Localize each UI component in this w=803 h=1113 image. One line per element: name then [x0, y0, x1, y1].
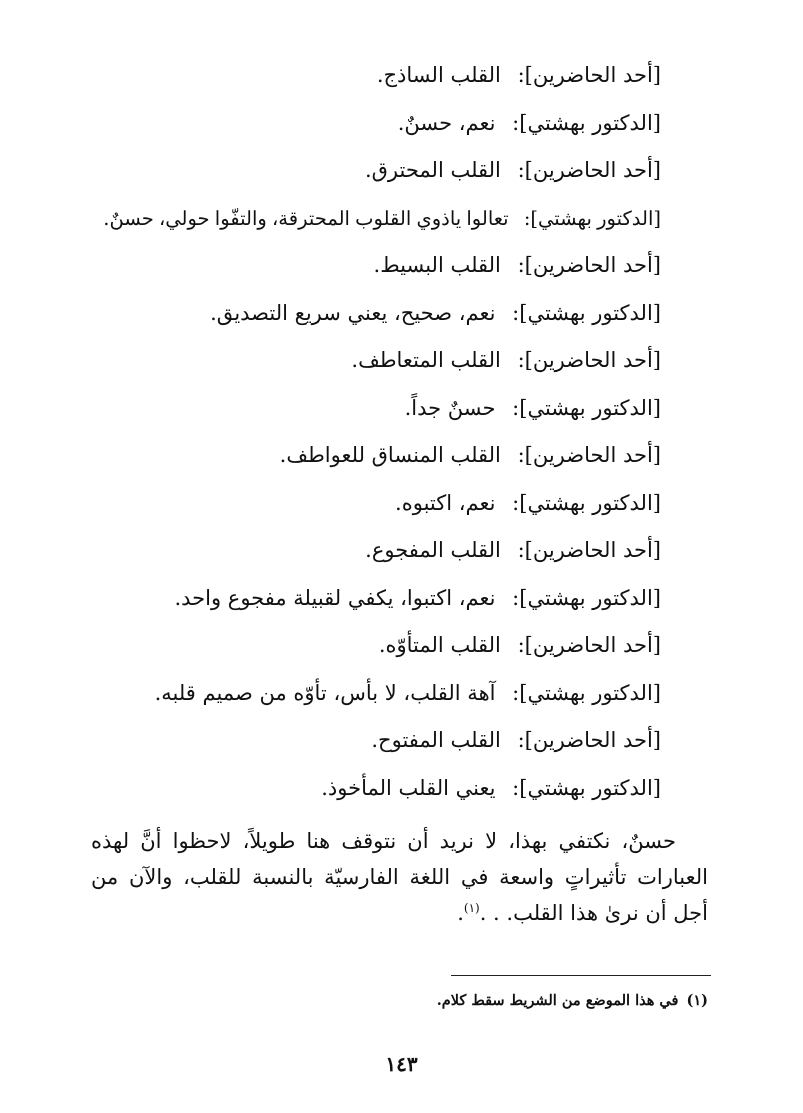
dialogue-line: [101, 385, 661, 433]
dialogue-line: [101, 432, 661, 480]
dialogue-line: [101, 195, 661, 243]
speaker-label: [الدكتور بهشتي]:: [523, 206, 661, 230]
utterance-text: القلب الساذج.: [376, 63, 501, 87]
utterance-text: نعم، اكتبوه.: [395, 490, 496, 515]
dialogue-line: [101, 717, 661, 765]
footnote-text: في هذا الموضع من الشريط سقط كلام.: [436, 992, 679, 1009]
utterance-text: القلب المتأوّه.: [378, 633, 501, 657]
utterance-text: القلب المنساق للعواطف.: [279, 443, 501, 467]
speaker-label: [أحد الحاضرين]:: [517, 443, 661, 467]
dialogue-line: [101, 337, 661, 385]
dialogue-line: [101, 147, 661, 195]
footnote-reference[interactable]: (١): [463, 901, 480, 915]
utterance-text: نعم، اكتبوا، يكفي لقبيلة مفجوع واحد.: [174, 585, 496, 610]
speaker-label: [أحد الحاضرين]:: [517, 348, 661, 372]
utterance-text: تعالوا ياذوي القلوب المحترقة، والتفّوا حولي، حسنٌ.: [103, 206, 509, 230]
utterance-text: نعم، صحيح، يعني سريع التصديق.: [210, 300, 496, 325]
footnote-divider: [451, 975, 711, 976]
paragraph-text: حسنٌ، نكتفي بهذا، لا نريد أن نتوقف هنا طويلاً، لاحظوا أنَّ لهذه العبارات تأثيراتٍ واسعة في اللغة الفارسيّة بالنسبة للقلب، والآن من أجل أن نرىٰ هذا القلب. . .: [91, 829, 708, 925]
speaker-label: [أحد الحاضرين]:: [517, 538, 661, 562]
dialogue-line: [101, 670, 661, 718]
speaker-label: [الدكتور بهشتي]:: [512, 300, 661, 325]
dialogue-line: [101, 290, 661, 338]
speaker-label: [أحد الحاضرين]:: [517, 633, 661, 657]
dialogue-line: [101, 100, 661, 148]
footnote-number: (١): [686, 992, 708, 1009]
speaker-label: [أحد الحاضرين]:: [517, 63, 661, 87]
utterance-text: القلب المتعاطف.: [351, 348, 501, 372]
speaker-label: [أحد الحاضرين]:: [517, 158, 661, 182]
utterance-text: القلب المفجوع.: [365, 538, 501, 562]
speaker-label: [الدكتور بهشتي]:: [512, 490, 661, 515]
speaker-label: [الدكتور بهشتي]:: [512, 395, 661, 420]
speaker-label: [الدكتور بهشتي]:: [512, 110, 661, 135]
footnote: [148, 990, 708, 1012]
speaker-label: [الدكتور بهشتي]:: [512, 585, 661, 610]
dialogue-line: [101, 575, 661, 623]
utterance-text: القلب المفتوح.: [371, 728, 501, 752]
dialogue-line: [101, 242, 661, 290]
dialogue-line: [101, 52, 661, 100]
dialogue-line: [101, 480, 661, 528]
utterance-text: نعم، حسنٌ.: [397, 110, 496, 135]
speaker-label: [أحد الحاضرين]:: [517, 728, 661, 752]
dialogue-line: [101, 622, 661, 670]
utterance-text: القلب المحترق.: [364, 158, 501, 182]
dialogue-block: [101, 52, 661, 812]
speaker-label: [الدكتور بهشتي]:: [512, 680, 661, 705]
utterance-text: حسنٌ جداً.: [404, 395, 496, 420]
paragraph-end: .: [457, 901, 464, 925]
speaker-label: [الدكتور بهشتي]:: [512, 775, 661, 800]
speaker-label: [أحد الحاضرين]:: [517, 253, 661, 277]
page-number: ١٤٣: [385, 1052, 418, 1076]
dialogue-line: [101, 765, 661, 813]
closing-paragraph: [91, 823, 708, 931]
utterance-text: القلب البسيط.: [373, 253, 501, 277]
dialogue-line: [101, 527, 661, 575]
utterance-text: يعني القلب المأخوذ.: [321, 775, 496, 800]
utterance-text: آهة القلب، لا بأس، تأوّه من صميم قلبه.: [154, 680, 496, 705]
